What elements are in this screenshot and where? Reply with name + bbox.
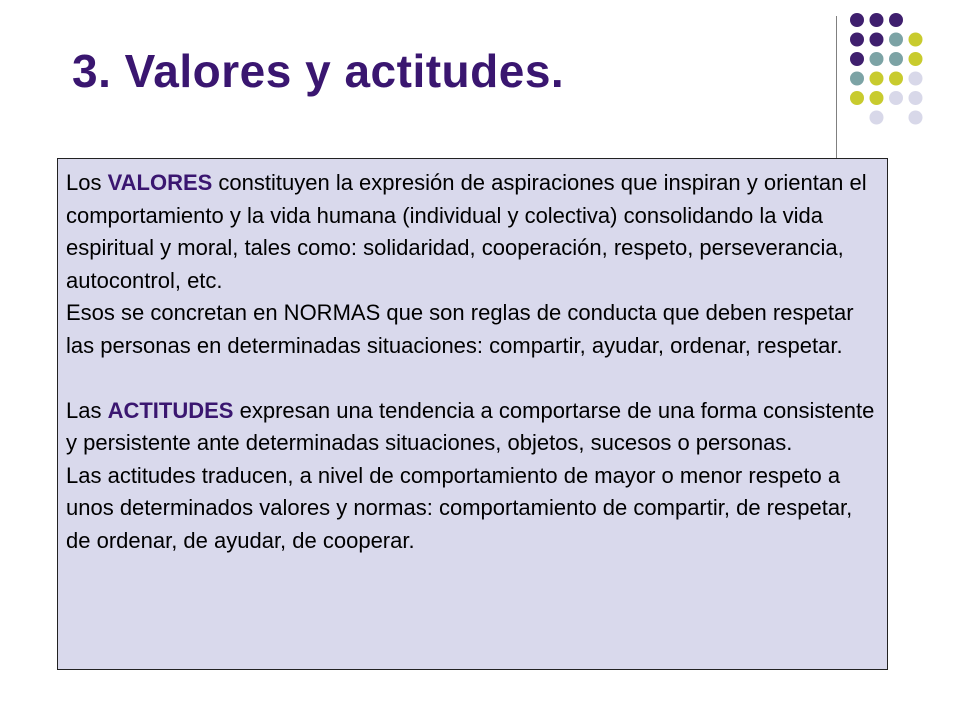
decorative-dot: [889, 33, 903, 47]
decorative-dot: [870, 91, 884, 105]
text-run: Los: [66, 170, 108, 195]
keyword-valores: VALORES: [107, 170, 213, 195]
paragraph-actitudes: [66, 395, 879, 460]
paragraph-valores: [66, 167, 879, 297]
text-run: Las: [66, 397, 108, 423]
decorative-dot: [850, 52, 864, 66]
paragraph-normas: Esos se concretan en NORMAS que son reglas de conducta que deben respetar las personas en determinadas situaciones: compartir, ayudar, ordenar, respetar.: [66, 300, 854, 358]
decorative-dot: [870, 72, 884, 86]
decorative-dot: [870, 33, 884, 47]
decorative-dot: [909, 52, 923, 66]
decorative-dot: [889, 72, 903, 86]
slide-title: 3. Valores y actitudes.: [72, 45, 565, 97]
text-run: expresan una tendencia a comportarse de una forma consistente y persistente ante determinadas situaciones, objetos, sucesos o personas.: [66, 397, 875, 455]
decorative-dot: [870, 13, 884, 27]
decorative-dot: [889, 13, 903, 27]
decorative-dot: [909, 33, 923, 47]
content-text-box: [57, 158, 888, 670]
decorative-dot: [850, 91, 864, 105]
decorative-dot: [870, 111, 884, 125]
paragraph-actitudes-detail: Las actitudes traducen, a nivel de comportamiento de mayor o menor respeto a unos determinados valores y normas: comportamiento de compartir, de respetar, de ordenar, de ayudar, de cooperar.: [66, 462, 853, 553]
decorative-dot: [850, 13, 864, 27]
decorative-dot: [850, 72, 864, 86]
paragraph-spacer: [66, 362, 879, 395]
text-run: constituyen la expresión de aspiraciones que inspiran y orientan el comportamiento y la vida humana (individual y colectiva) consolidando la vida espiritual y moral, tales como: solidaridad, cooperación, respeto, perseverancia, autocontrol, etc.: [66, 170, 867, 293]
keyword-actitudes: ACTITUDES: [107, 397, 234, 423]
decorative-dot: [870, 52, 884, 66]
decorative-dot: [850, 33, 864, 47]
decorative-dot: [889, 52, 903, 66]
decorative-dot: [909, 91, 923, 105]
decorative-dot: [889, 91, 903, 105]
decorative-divider-line: [836, 16, 837, 160]
decorative-dot: [909, 72, 923, 86]
decorative-dot: [909, 111, 923, 125]
